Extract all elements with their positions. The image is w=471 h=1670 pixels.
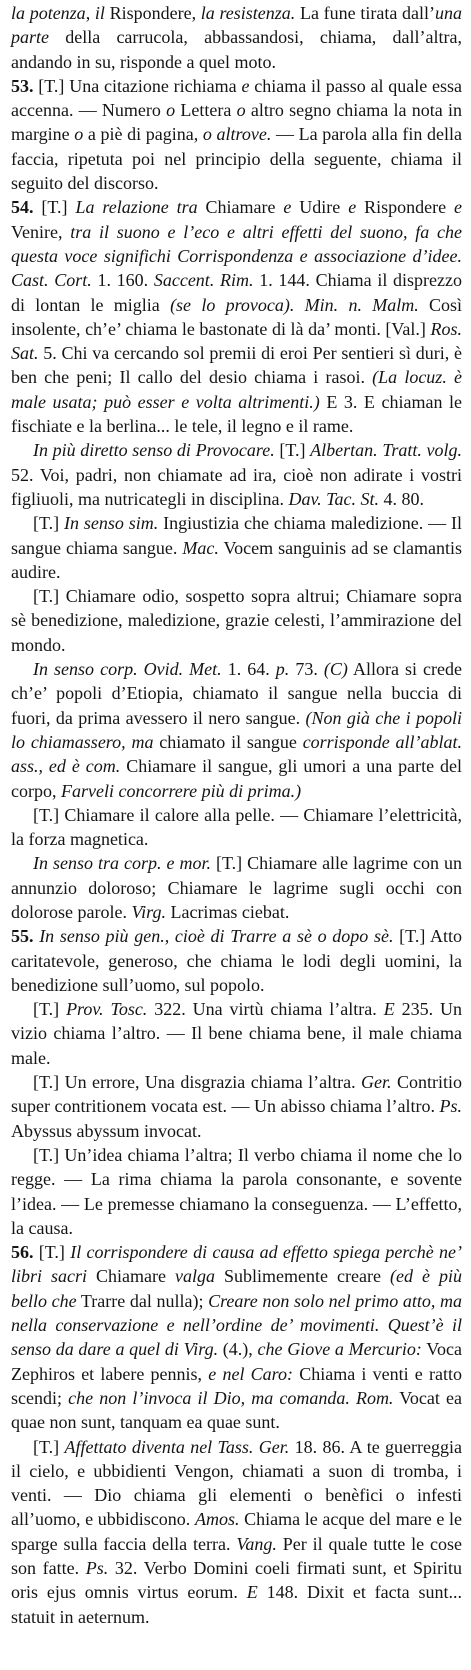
text-run: 4. 80. [378,488,424,509]
text-run: chiamato il sangue [153,731,303,752]
italic-text: o [74,124,84,145]
text-run: Contritio super contritionem vocata est. — Un abisso chiama l’altro. [11,1072,462,1117]
paragraph [11,803,462,852]
text-run: Chiamare [197,197,284,218]
text-run: chiama il passo al quale essa accenna. — Numero [11,75,463,121]
text-run: Vocem sanguinis ad se clamantis audire. [11,537,463,582]
italic-text: e [241,75,250,96]
italic-text: o [166,100,176,121]
paragraph [11,851,462,924]
italic-text: Ros. Sat. [11,318,462,364]
italic-text: o [236,100,246,121]
italic-text: Virg. [131,901,166,922]
paragraph [11,657,462,803]
paragraph [11,1,462,74]
text-run: Ingiustizia che chiama maledizione. — Il sangue chiama sangue. [11,513,462,558]
italic-text: la potenza [11,3,86,23]
italic-text: Il corrispondere di causa ad effetto spiega perchè ne’ libri sacri [11,1242,462,1287]
text-run: 1. 144. Chiama il disprezzo di lontan le miglia [11,270,462,315]
text-run: Chiama le acque del mare e le sparge sulla faccia della terra. [11,1509,462,1554]
italic-text: il [94,3,105,23]
text-run: [T.] Chiamare alle lagrime con un annunzio doloroso; Chiamare le lagrime sugli occhi con dolorose parole. [11,853,462,922]
section-number: 54. [11,197,34,218]
text-run: 148. Dixit et facta sunt... statuit in aeternum. [11,1582,462,1627]
italic-text: E [246,1582,258,1603]
section-paragraph [11,924,462,997]
italic-text: che non l’invoca il Dio, ma comanda. Rom. [68,1387,394,1408]
text-run: Lettera [175,100,237,121]
section-number: 55. [11,926,34,947]
text-run: Allora si crede ch’e’ popoli d’Etiopia, chiamato il sangue nella buccia di fuori, da prima avessero il nero sangue. [11,659,462,728]
italic-text: Albertan. Tratt. volg. [310,440,462,461]
text-run: Chiama i venti e ratto scendi; [11,1363,462,1408]
text-run: [T.] Una citazione richiama [33,75,242,96]
text-run: (4.), [218,1339,258,1360]
text-run: Voca Zephiros et labere pennis, [11,1339,462,1384]
text-run: [T.] [33,999,67,1020]
text-run: [T.] Chiamare il calore alla pelle. — Chiamare l’elettricità, la forza magnetica. [11,804,462,850]
text-run: [T.] [33,1436,65,1457]
italic-text: Mac. [182,537,219,558]
text-run: Venire, [11,221,71,242]
italic-text: In senso tra corp. e mor. [33,853,211,874]
text-run: 32. Verbo Domini coeli firmati sunt, et Spiritu oris ejus omnis virtus eorum. [11,1558,462,1603]
italic-text: Amos. [194,1509,240,1530]
text-run: Chiamare [87,1266,176,1287]
italic-text: Ps. [439,1096,462,1117]
text-run: Udire [291,197,349,218]
italic-text: Ger. [361,1072,392,1093]
text-run: Vocat ea quae non sunt, tanquam ea quae sunt. [11,1387,462,1433]
italic-text: e [454,197,462,218]
italic-text: (Non già che i popoli lo chiamassero, ma [11,707,463,752]
text-run: altro segno chiama la nota in margine [11,100,462,145]
paragraph [11,438,462,511]
text-run: [T.] [274,440,311,461]
text-run: Per il quale tutte le cose son fatte. [11,1533,462,1578]
text-run: [T.] Atto caritatevole, generoso, che chiama le lodi degli uomini, la benedizione sull’uomo, sul popolo. [11,926,463,995]
italic-text: E [383,999,395,1020]
text-run: Lacrimas ciebat. [165,901,290,922]
text-run: 235. Un vizio chiama l’altro. — Il bene chiama bene, il male chiama male. [11,999,462,1068]
text-run: Abyssus abyssum invocat. [11,1120,202,1141]
italic-text: Ps. [85,1558,109,1578]
italic-text: e [348,197,357,218]
text-run: Così insolente, ch’e’ chiama le bastonate di là da’ monti. [Val.] [11,294,462,339]
italic-text: Prov. Tosc. [66,999,148,1020]
italic-text: Affettato diventa nel Tass. Ger. [64,1436,290,1457]
text-run: [T.] Un errore, Una disgrazia chiama l’altra. [33,1072,362,1093]
text-run: [T.] Chiamare odio, sospetto sopra altrui; Chiamare sopra sè benedizione, maledizione, grazie celesti, l’ammirazione del mondo. [11,586,462,655]
section-paragraph [11,1240,462,1434]
italic-text: Farveli concorrere più di prima.) [60,780,302,801]
italic-text: e nel Caro: [208,1363,293,1384]
paragraph [11,584,462,657]
section-paragraph [11,195,462,438]
italic-text: In senso più gen., cioè di Trarre a sè o dopo sè. [39,926,394,947]
italic-text: In senso corp. Ovid. Met. [33,659,222,680]
text-run: , [85,3,95,23]
italic-text: (ed è più bello che [11,1266,462,1311]
italic-text: In più diretto senso di Provocare. [33,440,275,461]
text-run: 18. 86. A te guerreggia il cielo, e ubbidienti Vengon, chiamati a suon di tromba, i venti. — Dio chiama gli elementi o benèfici o infesti all’uomo, e ubbidiscono. [11,1436,462,1530]
text-run: Rispondere, [104,3,201,23]
paragraph [11,1070,462,1143]
italic-text: Creare non solo nel primo atto, ma nella conservazione e nell’ordine de’ movimenti. Quest’è il senso da dare a quel di Virg. [11,1290,462,1360]
paragraph [11,511,462,584]
text-run: [T.] [33,1242,71,1263]
section-number: 56. [11,1242,34,1263]
text-run: 52. Voi, padri, non chiamate ad ira, cioè non adirate i vostri figliuoli, ma nutricategli in disciplina. [11,464,462,509]
text-run: [T.] [33,513,65,534]
text-run: 322. Una virtù chiama l’altra. [147,999,384,1020]
text-run: della carrucola, abbassandosi, chiama, dall’altra, andando in su, risponde a quel moto. [11,27,462,72]
italic-text: In senso sim. [64,513,159,534]
italic-text: (La locuz. è male usata; può esser e volta altrimenti.) [11,367,462,412]
text-run: 5. Chi va cercando sol premii di eroi Per sentieri sì duri, è ben che peni; Il callo del desio chiama i rasoi. [11,343,462,388]
text-run: La fune tirata dall’ [295,3,436,23]
italic-text: Saccent. Rim. [153,270,254,291]
italic-text: (se lo provoca). Min. n. Malm. [170,294,419,315]
text-run: a piè di pagina, [83,124,203,145]
italic-text: Dav. Tac. St. [288,488,379,509]
italic-text: p. [275,659,290,680]
text-run: Chiamare il sangue, gli umori a una parte del corpo, [11,756,462,801]
italic-text: La relazione tra [75,197,198,218]
text-run: E 3. E chiaman le fischiate e la berlina... le tele, il legno e il rame. [11,391,462,437]
italic-text: valga [175,1266,216,1287]
text-run: 1. 160. [91,270,154,291]
italic-text: (C) [323,659,348,680]
italic-text: che Giove a Mercurio: [257,1339,422,1360]
italic-text: Vang. [236,1533,277,1554]
italic-text: e [283,197,292,218]
italic-text: corrisponde all’ablat. ass., ed è com. [11,731,462,777]
text-run: — La parola alla fin della faccia, ripetuta poi nel principio della seguente, chiama il seguito del discorso. [11,124,462,194]
italic-text: tra il suono e l’eco e altri effetti del suono, fa che questa voce significhi Corrispondenza e associazione d’idee. Cast. Cort. [11,221,462,291]
italic-text: la resistenza. [200,3,296,23]
paragraph [11,1143,462,1240]
text-run: [T.] [33,197,76,218]
italic-text: o altrove. [202,124,272,145]
text-run: 73. [289,659,324,680]
text-run: [T.] Un’idea chiama l’altra; Il verbo chiama il nome che lo regge. — La rima chiama la parola consonante, e sovente l’idea. — Le premesse chiamano la conseguenza. — L’effetto, la causa. [11,1144,462,1238]
text-run: Trarre dal nulla); [76,1290,209,1311]
section-number: 53. [11,75,34,96]
text-run: Sublimemente creare [215,1266,390,1287]
italic-text: una parte [11,3,463,48]
section-paragraph [11,74,462,195]
text-run: Rispondere [356,197,454,218]
paragraph [11,1435,462,1629]
paragraph [11,997,462,1070]
text-run: 1. 64. [221,659,276,680]
